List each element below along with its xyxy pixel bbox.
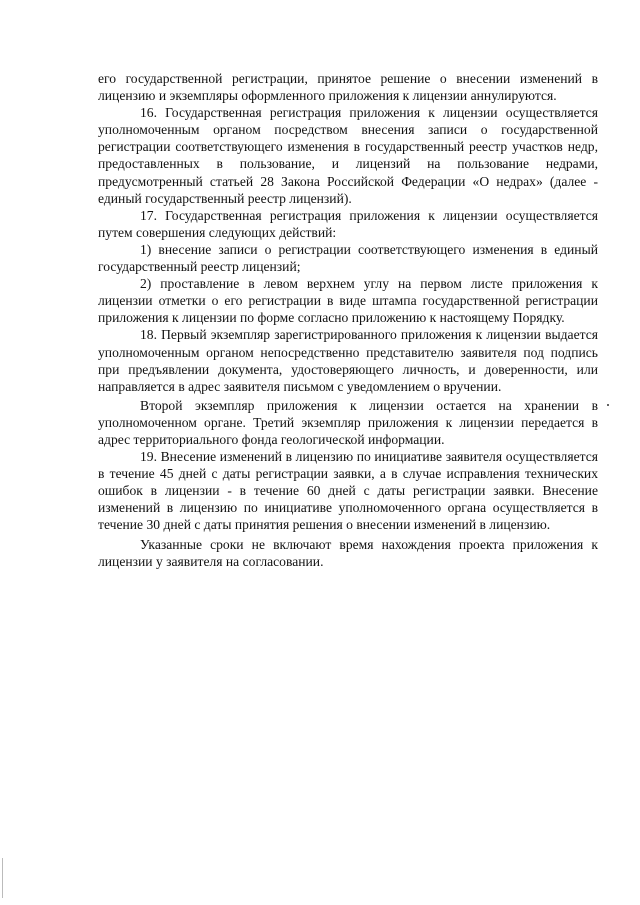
paragraph-18-second-copy: Второй экземпляр приложения к лицензии остается на хранении в уполномоченном органе. Третий экземпляр приложения к лицензии передается в адрес территориального фонда геологической информации.	[98, 397, 598, 447]
paragraph-17: 17. Государственная регистрация приложения к лицензии осуществляется путем совершения следующих действий:	[98, 207, 598, 240]
paragraph-continuation: его государственной регистрации, принятое решение о внесении изменений в лицензию и экземпляры оформленного приложения к лицензии аннулируются.	[98, 71, 598, 104]
document-body	[98, 70, 598, 570]
scan-edge-line	[2, 858, 3, 898]
paragraph-18: 18. Первый экземпляр зарегистрированного приложения к лицензии выдается уполномоченным органом непосредственно представителю заявителя под подпись при предъявлении документа, удостоверяющего личность, и доверенности, или направляется в адрес заявителя письмом с уведомлением о вручении.	[98, 327, 598, 394]
scan-dot	[607, 404, 609, 406]
paragraph-16: 16. Государственная регистрация приложения к лицензии осуществляется уполномоченным органом посредством внесения записи о государственной регистрации соответствующего изменения в государственный реестр участков недр, предоставленных в пользование, и лицензий на пользование недрами, предусмотренный статьей 28 Закона Российской Федерации «О недрах» (далее - единый государственный реестр лицензий).	[98, 105, 598, 206]
paragraph-19: 19. Внесение изменений в лицензию по инициативе заявителя осуществляется в течение 45 дней с даты регистрации заявки, а в случае исправления технических ошибок в лицензии - в течение 60 дней с даты регистрации заявки. Внесение изменений в лицензию по инициативе уполномоченного органа осуществляется в течение 30 дней с даты принятия решения о внесении изменений в лицензию.	[98, 449, 598, 533]
paragraph-17-item-1: 1) внесение записи о регистрации соответствующего изменения в единый государственный реестр лицензий;	[98, 241, 598, 275]
paragraph-17-item-2: 2) проставление в левом верхнем углу на первом листе приложения к лицензии отметки о его регистрации в виде штампа государственной регистрации приложения к лицензии по форме согласно приложению к настоящему Порядку.	[98, 276, 598, 326]
paragraph-deadlines-note: Указанные сроки не включают время нахождения проекта приложения к лицензии у заявителя на согласовании.	[98, 536, 598, 569]
